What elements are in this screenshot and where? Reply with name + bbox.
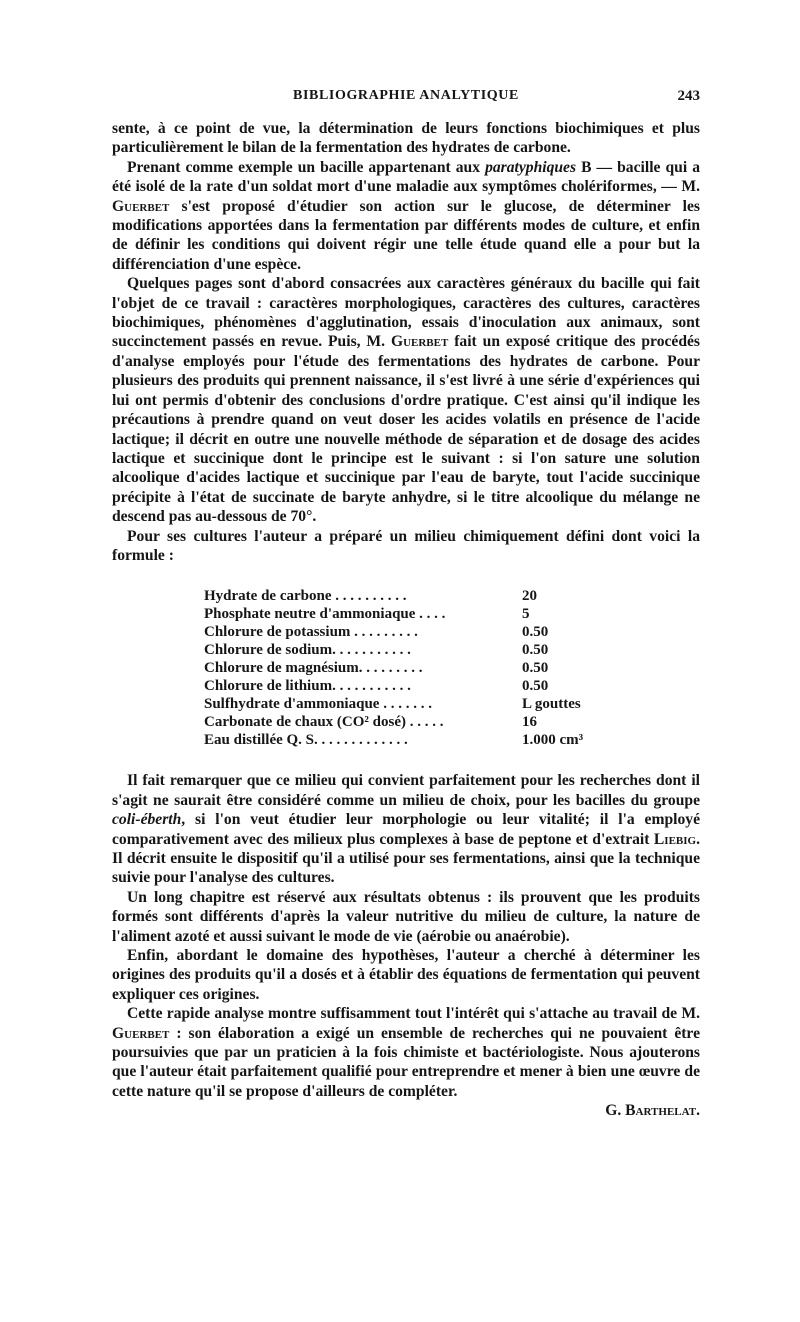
paragraph-5-text-b: , si l'on veut étudier leur morphologie ou leur vitalité; il l'a employé comparativement avec des milieux plus complexes à base de peptone et d'extrait xyxy=(112,811,700,848)
formula-row xyxy=(204,695,644,713)
signature-surname: Barthelat. xyxy=(625,1102,700,1120)
running-title: BIBLIOGRAPHIE ANALYTIQUE xyxy=(293,88,519,103)
paragraph-7: Enfin, abordant le domaine des hypothèses, l'auteur a cherché à déterminer les origines des produits qu'il a dosés et à établir des équations de fermentation qui peuvent expliquer ces origines. xyxy=(112,947,700,1003)
formula-row xyxy=(204,731,644,749)
italic-term-paratyphiques: paratyphiques xyxy=(485,158,577,176)
formula-row xyxy=(204,623,644,641)
formula-row xyxy=(204,641,644,659)
paragraph-4: Pour ses cultures l'auteur a préparé un milieu chimiquement défini dont voici la formule : xyxy=(112,527,700,564)
formula-row xyxy=(204,677,644,695)
ingredient-name: Chlorure de sodium. . . . . . . . . . . xyxy=(204,642,411,659)
ingredient-name: Sulfhydrate d'ammoniaque . . . . . . . xyxy=(204,696,432,713)
paragraph-6: Un long chapitre est réservé aux résultats obtenus : ils prouvent que les produits formés sont différents d'après la valeur nutritive du milieu de culture, la nature de l'aliment azoté et aussi suivant le mode de vie (aérobie ou anaérobie). xyxy=(112,888,700,945)
ingredient-name: Chlorure de magnésium. . . . . . . . . xyxy=(204,660,423,677)
paragraph-5-text-a: Il fait remarquer que ce milieu qui convient parfaitement pour les recherches dont il s'agit ne saurait être considéré comme un milieu de choix, pour les bacilles du groupe xyxy=(112,772,700,809)
ingredient-quantity: 20 xyxy=(522,588,537,605)
formula-row xyxy=(204,713,644,731)
ingredient-quantity: 16 xyxy=(522,714,537,731)
ingredient-quantity: 0.50 xyxy=(522,678,549,695)
ingredient-name: Phosphate neutre d'ammoniaque . . . . xyxy=(204,606,446,623)
italic-term-coli-eberth: coli-éberth xyxy=(112,811,182,829)
paragraph-3 xyxy=(112,274,700,526)
paragraph-8-text-b: : son élaboration a exigé un ensemble de recherches qui ne pouvaient être poursuivies que par un praticien à la fois chimiste et bactériologiste. Nous ajouterons que l'auteur était parfaitement qualifié pour entreprendre et mener à bien une œuvre de cette nature qu'il se propose d'ailleurs de compléter. xyxy=(112,1024,700,1100)
ingredient-quantity: 0.50 xyxy=(522,624,549,641)
formula-row xyxy=(204,587,644,605)
ingredient-quantity: 1.000 cm³ xyxy=(522,732,584,749)
paragraph-8-text-a: Cette rapide analyse montre suffisamment tout l'intérêt qui s'attache au travail de M. xyxy=(127,1005,700,1023)
culture-medium-formula xyxy=(204,587,644,749)
ingredient-name: Chlorure de lithium. . . . . . . . . . . xyxy=(204,678,411,695)
paragraph-2-text-a: Prenant comme exemple un bacille appartenant aux xyxy=(127,158,486,176)
article-body xyxy=(112,119,700,1121)
ingredient-quantity: L gouttes xyxy=(522,696,581,713)
author-name-guerbet: Guerbet xyxy=(112,1024,170,1042)
paragraph-2-text-c: s'est proposé d'étudier son action sur le glucose, de déterminer les modifications apportées dans la fermentation par différents modes de culture, et enfin de définir les conditions qui doivent régir une telle étude quand elle a pour but la différenciation d'une espèce. xyxy=(112,197,700,273)
paragraph-2 xyxy=(112,158,700,274)
ingredient-quantity: 0.50 xyxy=(522,642,549,659)
running-header xyxy=(112,88,700,108)
ingredient-name: Carbonate de chaux (CO² dosé) . . . . . xyxy=(204,714,444,731)
paragraph-3-text-a: Quelques pages sont d'abord consacrées aux caractères généraux du bacille qui fait l'objet de ce travail : caractères morphologiques, caractères des cultures, caractères biochimiques, phénomènes d'agglutination, essais d'inoculation aux animaux, sont succinctement passés en revue. Puis, M. xyxy=(112,275,700,351)
author-name-guerbet: Guerbet xyxy=(390,333,449,351)
signature-initial: G. xyxy=(605,1102,626,1120)
ingredient-quantity: 5 xyxy=(522,606,530,623)
ingredient-quantity: 0.50 xyxy=(522,660,549,677)
author-name-guerbet: Guerbet xyxy=(112,197,170,215)
paragraph-2-text-b: B — bacille qui a été isolé de la rate d'un soldat mort d'une maladie aux symptômes cholériformes, — M. xyxy=(112,158,700,196)
formula-row xyxy=(204,659,644,677)
formula-row xyxy=(204,605,644,623)
paragraph-8 xyxy=(112,1004,700,1101)
page-number: 243 xyxy=(677,88,700,104)
ingredient-name: Eau distillée Q. S. . . . . . . . . . . . . xyxy=(204,732,408,749)
author-name-liebig: Liebig xyxy=(653,830,697,848)
ingredient-name: Chlorure de potassium . . . . . . . . . xyxy=(204,624,418,641)
paragraph-3-text-b: fait un exposé critique des procédés d'analyse employés pour l'étude des fermentations des hydrates de carbone. Pour plusieurs des produits qui prennent naissance, il s'est livré à une série d'expériences qui lui ont permis d'obtenir des conclusions d'ordre pratique. C'est ainsi qu'il indique les précautions à prendre quand on veut doser les acides volatils en présence de l'acide lactique; il décrit en outre une nouvelle méthode de séparation et de dosage des acides lactique et succinique dont le principe est le suivant : si l'on sature une solution alcoolique d'acides lactique et succinique par l'eau de baryte, tout l'acide succinique précipite à l'état de succinate de baryte anhydre, si le titre alcoolique du mélange ne descend pas au-dessous de 70°. xyxy=(112,333,700,526)
paragraph-5 xyxy=(112,771,700,887)
paragraph-5-text-c: . Il décrit ensuite le dispositif qu'il a utilisé pour ses fermentations, ainsi que la technique suivie pour l'analyse des cultures. xyxy=(112,830,700,887)
ingredient-name: Hydrate de carbone . . . . . . . . . . xyxy=(204,588,407,605)
paragraph-1: sente, à ce point de vue, la détermination de leurs fonctions biochimiques et plus particulièrement le bilan de la fermentation des hydrates de carbone. xyxy=(112,120,700,157)
signature xyxy=(112,1101,700,1120)
